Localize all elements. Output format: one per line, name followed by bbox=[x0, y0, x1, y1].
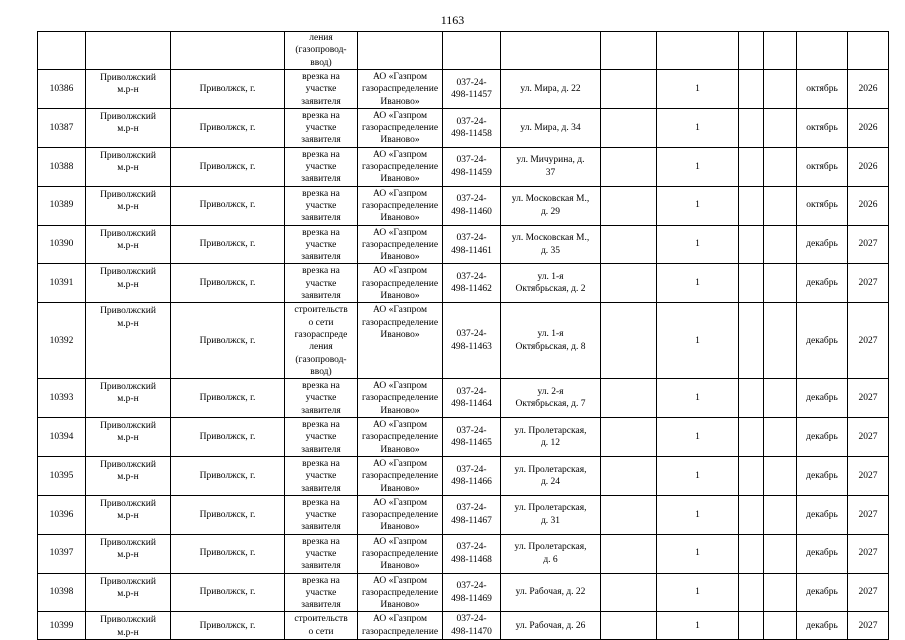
cell-work-type: ления (газопровод- ввод) bbox=[285, 32, 358, 70]
cell-org bbox=[358, 32, 443, 70]
cell-code: 037-24- 498-11468 bbox=[443, 534, 501, 573]
cell-code: 037-24- 498-11460 bbox=[443, 186, 501, 225]
cell-work-type: врезка на участке заявителя bbox=[285, 70, 358, 109]
cell-count: 1 bbox=[657, 456, 739, 495]
cell-blank-2 bbox=[739, 32, 764, 70]
cell-address: ул. 2-я Октябрьская, д. 7 bbox=[501, 379, 601, 418]
cell-district bbox=[86, 32, 171, 70]
cell-blank-2 bbox=[739, 379, 764, 418]
cell-blank-1 bbox=[601, 418, 657, 457]
cell-blank-3 bbox=[764, 418, 797, 457]
table-row bbox=[38, 379, 889, 418]
cell-city: Приволжск, г. bbox=[171, 612, 285, 640]
cell-work-type: врезка на участке заявителя bbox=[285, 534, 358, 573]
cell-blank-2 bbox=[739, 534, 764, 573]
cell-org: АО «Газпром газораспределение Иваново» bbox=[358, 225, 443, 264]
cell-blank-3 bbox=[764, 534, 797, 573]
cell-blank-3 bbox=[764, 379, 797, 418]
cell-id: 10390 bbox=[38, 225, 86, 264]
cell-month: октябрь bbox=[797, 147, 848, 186]
cell-blank-2 bbox=[739, 225, 764, 264]
cell-org: АО «Газпром газораспределение Иваново» bbox=[358, 303, 443, 379]
cell-blank-1 bbox=[601, 147, 657, 186]
table-row bbox=[38, 573, 889, 612]
cell-year: 2027 bbox=[848, 612, 889, 640]
cell-city: Приволжск, г. bbox=[171, 495, 285, 534]
cell-month: декабрь bbox=[797, 612, 848, 640]
cell-id: 10391 bbox=[38, 264, 86, 303]
cell-blank-2 bbox=[739, 108, 764, 147]
cell-year: 2027 bbox=[848, 225, 889, 264]
cell-city: Приволжск, г. bbox=[171, 264, 285, 303]
table-row bbox=[38, 534, 889, 573]
cell-month: декабрь bbox=[797, 418, 848, 457]
cell-org: АО «Газпром газораспределение Иваново» bbox=[358, 573, 443, 612]
cell-year: 2026 bbox=[848, 186, 889, 225]
cell-blank-2 bbox=[739, 495, 764, 534]
cell-blank-1 bbox=[601, 108, 657, 147]
cell-district: Приволжский м.р-н bbox=[86, 303, 171, 379]
cell-work-type: врезка на участке заявителя bbox=[285, 418, 358, 457]
cell-id: 10392 bbox=[38, 303, 86, 379]
cell-address: ул. Мира, д. 34 bbox=[501, 108, 601, 147]
cell-org: АО «Газпром газораспределение Иваново» bbox=[358, 70, 443, 109]
cell-year bbox=[848, 32, 889, 70]
cell-city: Приволжск, г. bbox=[171, 456, 285, 495]
cell-month: октябрь bbox=[797, 108, 848, 147]
cell-code bbox=[443, 32, 501, 70]
cell-month: декабрь bbox=[797, 264, 848, 303]
cell-blank-2 bbox=[739, 573, 764, 612]
cell-blank-1 bbox=[601, 573, 657, 612]
cell-count: 1 bbox=[657, 534, 739, 573]
cell-count: 1 bbox=[657, 612, 739, 640]
cell-year: 2026 bbox=[848, 147, 889, 186]
cell-address: ул. Пролетарская, д. 6 bbox=[501, 534, 601, 573]
table-row bbox=[38, 303, 889, 379]
cell-city bbox=[171, 32, 285, 70]
cell-district: Приволжский м.р-н bbox=[86, 573, 171, 612]
cell-id: 10388 bbox=[38, 147, 86, 186]
cell-blank-3 bbox=[764, 264, 797, 303]
cell-month: декабрь bbox=[797, 573, 848, 612]
cell-district: Приволжский м.р-н bbox=[86, 612, 171, 640]
cell-address: ул. Мира, д. 22 bbox=[501, 70, 601, 109]
cell-district: Приволжский м.р-н bbox=[86, 147, 171, 186]
cell-blank-1 bbox=[601, 379, 657, 418]
cell-count: 1 bbox=[657, 495, 739, 534]
table-row bbox=[38, 186, 889, 225]
cell-count: 1 bbox=[657, 70, 739, 109]
cell-blank-3 bbox=[764, 456, 797, 495]
cell-year: 2027 bbox=[848, 303, 889, 379]
cell-work-type: врезка на участке заявителя bbox=[285, 379, 358, 418]
cell-month: декабрь bbox=[797, 534, 848, 573]
cell-count: 1 bbox=[657, 225, 739, 264]
cell-blank-3 bbox=[764, 32, 797, 70]
cell-month: октябрь bbox=[797, 70, 848, 109]
cell-blank-1 bbox=[601, 534, 657, 573]
cell-blank-1 bbox=[601, 225, 657, 264]
cell-code: 037-24- 498-11465 bbox=[443, 418, 501, 457]
cell-id: 10393 bbox=[38, 379, 86, 418]
cell-work-type: врезка на участке заявителя bbox=[285, 225, 358, 264]
cell-month: декабрь bbox=[797, 303, 848, 379]
cell-month bbox=[797, 32, 848, 70]
cell-count: 1 bbox=[657, 186, 739, 225]
cell-blank-2 bbox=[739, 264, 764, 303]
cell-code: 037-24- 498-11464 bbox=[443, 379, 501, 418]
table-row bbox=[38, 418, 889, 457]
cell-id: 10398 bbox=[38, 573, 86, 612]
cell-address: ул. Пролетарская, д. 31 bbox=[501, 495, 601, 534]
cell-work-type: строительств о сети bbox=[285, 612, 358, 640]
cell-blank-3 bbox=[764, 573, 797, 612]
cell-address: ул. Мичурина, д. 37 bbox=[501, 147, 601, 186]
cell-address bbox=[501, 32, 601, 70]
cell-code: 037-24- 498-11461 bbox=[443, 225, 501, 264]
cell-city: Приволжск, г. bbox=[171, 108, 285, 147]
cell-work-type: врезка на участке заявителя bbox=[285, 108, 358, 147]
cell-code: 037-24- 498-11467 bbox=[443, 495, 501, 534]
cell-blank-1 bbox=[601, 495, 657, 534]
cell-org: АО «Газпром газораспределение Иваново» bbox=[358, 534, 443, 573]
cell-org: АО «Газпром газораспределение Иваново» bbox=[358, 264, 443, 303]
cell-blank-2 bbox=[739, 612, 764, 640]
cell-city: Приволжск, г. bbox=[171, 147, 285, 186]
cell-org: АО «Газпром газораспределение Иваново» bbox=[358, 495, 443, 534]
cell-id: 10387 bbox=[38, 108, 86, 147]
cell-code: 037-24- 498-11458 bbox=[443, 108, 501, 147]
cell-code: 037-24- 498-11466 bbox=[443, 456, 501, 495]
cell-count: 1 bbox=[657, 573, 739, 612]
cell-year: 2027 bbox=[848, 534, 889, 573]
cell-code: 037-24- 498-11463 bbox=[443, 303, 501, 379]
cell-district: Приволжский м.р-н bbox=[86, 495, 171, 534]
cell-id: 10396 bbox=[38, 495, 86, 534]
table-row bbox=[38, 70, 889, 109]
cell-blank-3 bbox=[764, 225, 797, 264]
cell-work-type: врезка на участке заявителя bbox=[285, 573, 358, 612]
cell-id: 10394 bbox=[38, 418, 86, 457]
cell-district: Приволжский м.р-н bbox=[86, 418, 171, 457]
cell-district: Приволжский м.р-н bbox=[86, 456, 171, 495]
cell-count: 1 bbox=[657, 108, 739, 147]
table-row bbox=[38, 612, 889, 640]
table-row bbox=[38, 108, 889, 147]
cell-address: ул. 1-я Октябрьская, д. 8 bbox=[501, 303, 601, 379]
cell-id: 10386 bbox=[38, 70, 86, 109]
cell-work-type: врезка на участке заявителя bbox=[285, 264, 358, 303]
cell-district: Приволжский м.р-н bbox=[86, 225, 171, 264]
cell-blank-1 bbox=[601, 612, 657, 640]
cell-blank-3 bbox=[764, 108, 797, 147]
cell-address: ул. Московская М., д. 35 bbox=[501, 225, 601, 264]
cell-id bbox=[38, 32, 86, 70]
cell-blank-2 bbox=[739, 186, 764, 225]
cell-blank-1 bbox=[601, 456, 657, 495]
table-row bbox=[38, 495, 889, 534]
data-table bbox=[37, 31, 889, 640]
cell-year: 2027 bbox=[848, 264, 889, 303]
cell-month: декабрь bbox=[797, 379, 848, 418]
table-row bbox=[38, 225, 889, 264]
cell-blank-3 bbox=[764, 303, 797, 379]
cell-address: ул. Рабочая, д. 22 bbox=[501, 573, 601, 612]
cell-address: ул. Пролетарская, д. 12 bbox=[501, 418, 601, 457]
cell-count bbox=[657, 32, 739, 70]
table-row bbox=[38, 456, 889, 495]
cell-blank-1 bbox=[601, 32, 657, 70]
cell-district: Приволжский м.р-н bbox=[86, 264, 171, 303]
cell-blank-3 bbox=[764, 612, 797, 640]
cell-year: 2027 bbox=[848, 379, 889, 418]
cell-address: ул. Московская М., д. 29 bbox=[501, 186, 601, 225]
cell-id: 10389 bbox=[38, 186, 86, 225]
cell-org: АО «Газпром газораспределение Иваново» bbox=[358, 147, 443, 186]
cell-year: 2027 bbox=[848, 418, 889, 457]
cell-count: 1 bbox=[657, 418, 739, 457]
cell-month: декабрь bbox=[797, 225, 848, 264]
cell-year: 2027 bbox=[848, 456, 889, 495]
cell-month: декабрь bbox=[797, 495, 848, 534]
cell-blank-3 bbox=[764, 147, 797, 186]
table-row bbox=[38, 147, 889, 186]
cell-count: 1 bbox=[657, 303, 739, 379]
cell-code: 037-24- 498-11457 bbox=[443, 70, 501, 109]
cell-org: АО «Газпром газораспределение Иваново» bbox=[358, 456, 443, 495]
cell-blank-2 bbox=[739, 70, 764, 109]
page-number: 1163 bbox=[440, 13, 465, 27]
cell-address: ул. Рабочая, д. 26 bbox=[501, 612, 601, 640]
cell-address: ул. Пролетарская, д. 24 bbox=[501, 456, 601, 495]
cell-id: 10397 bbox=[38, 534, 86, 573]
cell-district: Приволжский м.р-н bbox=[86, 186, 171, 225]
cell-blank-2 bbox=[739, 456, 764, 495]
cell-month: октябрь bbox=[797, 186, 848, 225]
cell-address: ул. 1-я Октябрьская, д. 2 bbox=[501, 264, 601, 303]
cell-blank-3 bbox=[764, 495, 797, 534]
cell-district: Приволжский м.р-н bbox=[86, 534, 171, 573]
cell-code: 037-24- 498-11469 bbox=[443, 573, 501, 612]
cell-work-type: врезка на участке заявителя bbox=[285, 495, 358, 534]
table-row-continuation bbox=[38, 32, 889, 70]
cell-blank-1 bbox=[601, 186, 657, 225]
cell-month: декабрь bbox=[797, 456, 848, 495]
cell-blank-1 bbox=[601, 264, 657, 303]
cell-city: Приволжск, г. bbox=[171, 303, 285, 379]
cell-work-type: врезка на участке заявителя bbox=[285, 456, 358, 495]
cell-code: 037-24- 498-11462 bbox=[443, 264, 501, 303]
cell-code: 037-24- 498-11470 bbox=[443, 612, 501, 640]
cell-year: 2027 bbox=[848, 495, 889, 534]
cell-city: Приволжск, г. bbox=[171, 573, 285, 612]
cell-id: 10399 bbox=[38, 612, 86, 640]
cell-blank-1 bbox=[601, 303, 657, 379]
cell-org: АО «Газпром газораспределение bbox=[358, 612, 443, 640]
cell-blank-2 bbox=[739, 147, 764, 186]
cell-year: 2026 bbox=[848, 108, 889, 147]
cell-code: 037-24- 498-11459 bbox=[443, 147, 501, 186]
cell-blank-2 bbox=[739, 303, 764, 379]
cell-count: 1 bbox=[657, 264, 739, 303]
cell-org: АО «Газпром газораспределение Иваново» bbox=[358, 379, 443, 418]
cell-year: 2026 bbox=[848, 70, 889, 109]
cell-blank-3 bbox=[764, 70, 797, 109]
cell-org: АО «Газпром газораспределение Иваново» bbox=[358, 418, 443, 457]
cell-id: 10395 bbox=[38, 456, 86, 495]
table-row bbox=[38, 264, 889, 303]
cell-work-type: строительств о сети газораспреде ления (газопровод- ввод) bbox=[285, 303, 358, 379]
cell-blank-1 bbox=[601, 70, 657, 109]
cell-district: Приволжский м.р-н bbox=[86, 70, 171, 109]
cell-city: Приволжск, г. bbox=[171, 70, 285, 109]
cell-district: Приволжский м.р-н bbox=[86, 379, 171, 418]
cell-city: Приволжск, г. bbox=[171, 379, 285, 418]
cell-city: Приволжск, г. bbox=[171, 225, 285, 264]
cell-blank-2 bbox=[739, 418, 764, 457]
cell-work-type: врезка на участке заявителя bbox=[285, 147, 358, 186]
cell-work-type: врезка на участке заявителя bbox=[285, 186, 358, 225]
cell-city: Приволжск, г. bbox=[171, 186, 285, 225]
cell-org: АО «Газпром газораспределение Иваново» bbox=[358, 108, 443, 147]
cell-city: Приволжск, г. bbox=[171, 418, 285, 457]
cell-org: АО «Газпром газораспределение Иваново» bbox=[358, 186, 443, 225]
cell-district: Приволжский м.р-н bbox=[86, 108, 171, 147]
cell-blank-3 bbox=[764, 186, 797, 225]
cell-year: 2027 bbox=[848, 573, 889, 612]
cell-city: Приволжск, г. bbox=[171, 534, 285, 573]
cell-count: 1 bbox=[657, 379, 739, 418]
cell-count: 1 bbox=[657, 147, 739, 186]
